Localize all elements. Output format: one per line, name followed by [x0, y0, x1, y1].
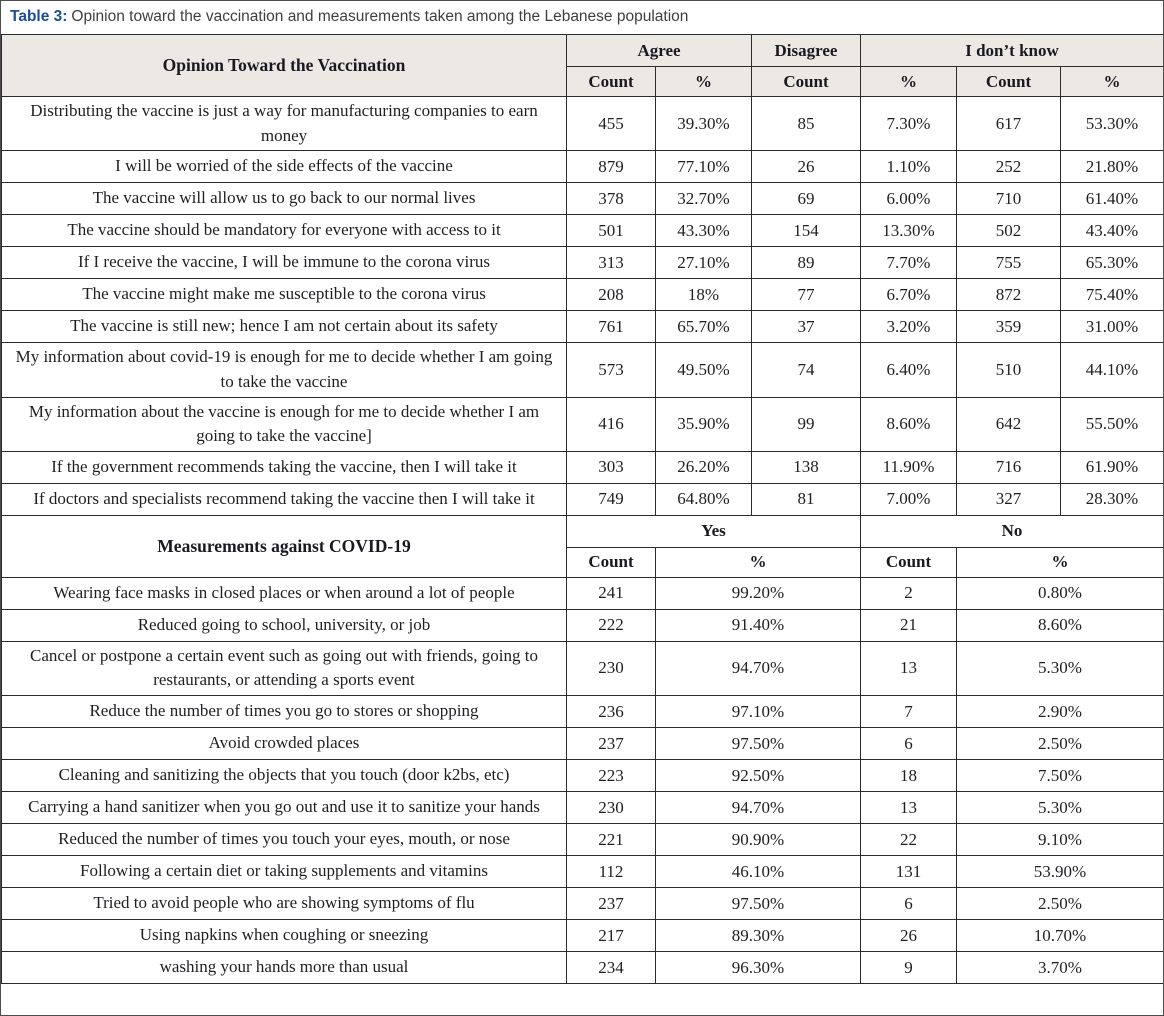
measurement-value: 13	[861, 792, 957, 824]
opinion-value: 89	[752, 247, 861, 279]
measurement-value: 94.70%	[656, 641, 861, 695]
measurement-row	[2, 920, 1164, 952]
opinion-value: 455	[567, 97, 656, 151]
opinion-value: 7.30%	[861, 97, 957, 151]
opinion-value: 6.70%	[861, 279, 957, 311]
opinion-value: 510	[957, 343, 1061, 397]
measurement-value: 89.30%	[656, 920, 861, 952]
opinion-value: 1.10%	[861, 151, 957, 183]
agree-percent-header: %	[656, 67, 752, 97]
opinion-value: 872	[957, 279, 1061, 311]
opinion-value: 313	[567, 247, 656, 279]
opinion-value: 11.90%	[861, 451, 957, 483]
measurement-label: Reduce the number of times you go to stores or shopping	[2, 696, 567, 728]
measurement-value: 241	[567, 577, 656, 609]
measurement-row	[2, 760, 1164, 792]
measurement-value: 7.50%	[957, 760, 1164, 792]
dont-know-group-header: I don’t know	[861, 35, 1164, 67]
measurement-label: Reduced the number of times you touch your eyes, mouth, or nose	[2, 824, 567, 856]
opinion-value: 61.40%	[1061, 183, 1164, 215]
measurement-label: Wearing face masks in closed places or when around a lot of people	[2, 577, 567, 609]
opinion-label: My information about covid-19 is enough for me to decide whether I am going to take the vaccine	[2, 343, 567, 397]
measurement-value: 6	[861, 728, 957, 760]
opinion-header-row	[2, 35, 1164, 67]
opinion-value: 77	[752, 279, 861, 311]
measurement-value: 22	[861, 824, 957, 856]
opinion-label: The vaccine might make me susceptible to the corona virus	[2, 279, 567, 311]
measurement-value: 7	[861, 696, 957, 728]
measurement-value: 8.60%	[957, 609, 1164, 641]
agree-group-header: Agree	[567, 35, 752, 67]
measurement-value: 2	[861, 577, 957, 609]
opinion-row	[2, 279, 1164, 311]
measurements-header-row	[2, 515, 1164, 547]
measurement-value: 97.10%	[656, 696, 861, 728]
opinion-value: 6.00%	[861, 183, 957, 215]
measurement-label: Tried to avoid people who are showing symptoms of flu	[2, 888, 567, 920]
opinion-label: My information about the vaccine is enough for me to decide whether I am going to take the vaccine]	[2, 397, 567, 451]
yes-group-header: Yes	[567, 515, 861, 547]
opinion-value: 61.90%	[1061, 451, 1164, 483]
opinion-row	[2, 215, 1164, 247]
measurement-value: 97.50%	[656, 728, 861, 760]
opinion-value: 55.50%	[1061, 397, 1164, 451]
opinion-value: 502	[957, 215, 1061, 247]
opinion-value: 327	[957, 483, 1061, 515]
measurement-value: 2.50%	[957, 888, 1164, 920]
opinion-rows	[2, 97, 1164, 516]
measurement-value: 0.80%	[957, 577, 1164, 609]
measurement-row	[2, 888, 1164, 920]
opinion-value: 6.40%	[861, 343, 957, 397]
dont-know-percent-header: %	[1061, 67, 1164, 97]
opinion-value: 26	[752, 151, 861, 183]
opinion-value: 138	[752, 451, 861, 483]
opinion-value: 716	[957, 451, 1061, 483]
measurement-label: washing your hands more than usual	[2, 952, 567, 984]
agree-count-header: Count	[567, 67, 656, 97]
opinion-row	[2, 151, 1164, 183]
measurement-value: 2.90%	[957, 696, 1164, 728]
measurement-value: 3.70%	[957, 952, 1164, 984]
opinion-value: 26.20%	[656, 451, 752, 483]
opinion-value: 39.30%	[656, 97, 752, 151]
measurement-value: 5.30%	[957, 792, 1164, 824]
opinion-value: 749	[567, 483, 656, 515]
measurements-rows	[2, 577, 1164, 983]
opinion-value: 32.70%	[656, 183, 752, 215]
opinion-value: 879	[567, 151, 656, 183]
opinion-row	[2, 247, 1164, 279]
opinion-value: 617	[957, 97, 1061, 151]
measurement-value: 97.50%	[656, 888, 861, 920]
measurements-section-header: Measurements against COVID-19	[2, 515, 567, 577]
measurement-label: Carrying a hand sanitizer when you go out and use it to sanitize your hands	[2, 792, 567, 824]
measurement-row	[2, 856, 1164, 888]
opinion-value: 21.80%	[1061, 151, 1164, 183]
measurement-value: 90.90%	[656, 824, 861, 856]
opinion-value: 28.30%	[1061, 483, 1164, 515]
opinion-value: 49.50%	[656, 343, 752, 397]
no-group-header: No	[861, 515, 1164, 547]
measurement-value: 217	[567, 920, 656, 952]
opinion-value: 208	[567, 279, 656, 311]
opinion-label: The vaccine should be mandatory for everyone with access to it	[2, 215, 567, 247]
opinion-value: 378	[567, 183, 656, 215]
measurement-value: 230	[567, 792, 656, 824]
opinion-value: 710	[957, 183, 1061, 215]
opinion-value: 416	[567, 397, 656, 451]
opinion-label: If the government recommends taking the vaccine, then I will take it	[2, 451, 567, 483]
measurement-value: 221	[567, 824, 656, 856]
opinion-value: 27.10%	[656, 247, 752, 279]
disagree-percent-header: %	[861, 67, 957, 97]
opinion-row	[2, 397, 1164, 451]
opinion-value: 37	[752, 311, 861, 343]
measurement-value: 236	[567, 696, 656, 728]
opinion-value: 303	[567, 451, 656, 483]
measurement-value: 223	[567, 760, 656, 792]
measurement-value: 94.70%	[656, 792, 861, 824]
opinion-value: 7.00%	[861, 483, 957, 515]
measurement-value: 9	[861, 952, 957, 984]
opinion-row	[2, 97, 1164, 151]
measurement-value: 2.50%	[957, 728, 1164, 760]
measurement-row	[2, 696, 1164, 728]
measurement-value: 46.10%	[656, 856, 861, 888]
table-caption	[1, 1, 1163, 34]
no-percent-header: %	[957, 547, 1164, 577]
measurement-value: 5.30%	[957, 641, 1164, 695]
opinion-row	[2, 183, 1164, 215]
opinion-value: 74	[752, 343, 861, 397]
opinion-row	[2, 343, 1164, 397]
yes-count-header: Count	[567, 547, 656, 577]
opinion-row	[2, 451, 1164, 483]
measurement-value: 18	[861, 760, 957, 792]
opinion-value: 35.90%	[656, 397, 752, 451]
disagree-group-header: Disagree	[752, 35, 861, 67]
opinion-label: If doctors and specialists recommend taking the vaccine then I will take it	[2, 483, 567, 515]
opinion-value: 642	[957, 397, 1061, 451]
opinion-section-header: Opinion Toward the Vaccination	[2, 35, 567, 97]
dont-know-count-header: Count	[957, 67, 1061, 97]
opinion-value: 18%	[656, 279, 752, 311]
data-table	[1, 34, 1164, 984]
opinion-row	[2, 483, 1164, 515]
measurement-label: Using napkins when coughing or sneezing	[2, 920, 567, 952]
measurement-label: Cancel or postpone a certain event such as going out with friends, going to restaurants, or attending a sports event	[2, 641, 567, 695]
measurement-row	[2, 641, 1164, 695]
opinion-value: 359	[957, 311, 1061, 343]
opinion-value: 43.30%	[656, 215, 752, 247]
opinion-label: The vaccine will allow us to go back to our normal lives	[2, 183, 567, 215]
opinion-value: 3.20%	[861, 311, 957, 343]
opinion-value: 64.80%	[656, 483, 752, 515]
measurement-value: 99.20%	[656, 577, 861, 609]
measurement-row	[2, 728, 1164, 760]
measurement-value: 112	[567, 856, 656, 888]
opinion-value: 154	[752, 215, 861, 247]
measurement-value: 13	[861, 641, 957, 695]
opinion-label: Distributing the vaccine is just a way for manufacturing companies to earn money	[2, 97, 567, 151]
opinion-value: 501	[567, 215, 656, 247]
opinion-value: 85	[752, 97, 861, 151]
measurement-row	[2, 577, 1164, 609]
measurement-value: 21	[861, 609, 957, 641]
table-title-text: Opinion toward the vaccination and measurements taken among the Lebanese population	[71, 8, 689, 25]
measurement-value: 230	[567, 641, 656, 695]
opinion-value: 31.00%	[1061, 311, 1164, 343]
opinion-value: 573	[567, 343, 656, 397]
measurement-value: 6	[861, 888, 957, 920]
opinion-value: 65.70%	[656, 311, 752, 343]
measurement-value: 53.90%	[957, 856, 1164, 888]
measurement-value: 10.70%	[957, 920, 1164, 952]
opinion-value: 7.70%	[861, 247, 957, 279]
measurement-value: 234	[567, 952, 656, 984]
opinion-value: 8.60%	[861, 397, 957, 451]
opinion-value: 65.30%	[1061, 247, 1164, 279]
measurement-value: 222	[567, 609, 656, 641]
opinion-value: 13.30%	[861, 215, 957, 247]
measurement-label: Reduced going to school, university, or job	[2, 609, 567, 641]
measurement-value: 237	[567, 888, 656, 920]
measurement-label: Cleaning and sanitizing the objects that you touch (door k2bs, etc)	[2, 760, 567, 792]
measurement-value: 9.10%	[957, 824, 1164, 856]
opinion-value: 75.40%	[1061, 279, 1164, 311]
opinion-value: 53.30%	[1061, 97, 1164, 151]
opinion-label: I will be worried of the side effects of the vaccine	[2, 151, 567, 183]
measurement-label: Avoid crowded places	[2, 728, 567, 760]
disagree-count-header: Count	[752, 67, 861, 97]
measurement-row	[2, 792, 1164, 824]
opinion-value: 77.10%	[656, 151, 752, 183]
table-number: Table 3:	[10, 8, 68, 25]
opinion-value: 44.10%	[1061, 343, 1164, 397]
measurement-row	[2, 609, 1164, 641]
measurement-row	[2, 952, 1164, 984]
opinion-label: The vaccine is still new; hence I am not certain about its safety	[2, 311, 567, 343]
opinion-value: 252	[957, 151, 1061, 183]
measurement-value: 92.50%	[656, 760, 861, 792]
opinion-value: 99	[752, 397, 861, 451]
opinion-label: If I receive the vaccine, I will be immune to the corona virus	[2, 247, 567, 279]
opinion-value: 761	[567, 311, 656, 343]
opinion-value: 43.40%	[1061, 215, 1164, 247]
measurement-value: 237	[567, 728, 656, 760]
opinion-value: 69	[752, 183, 861, 215]
opinion-value: 755	[957, 247, 1061, 279]
measurement-value: 91.40%	[656, 609, 861, 641]
no-count-header: Count	[861, 547, 957, 577]
opinion-value: 81	[752, 483, 861, 515]
measurement-label: Following a certain diet or taking supplements and vitamins	[2, 856, 567, 888]
measurement-value: 26	[861, 920, 957, 952]
yes-percent-header: %	[656, 547, 861, 577]
measurement-row	[2, 824, 1164, 856]
measurement-value: 131	[861, 856, 957, 888]
measurement-value: 96.30%	[656, 952, 861, 984]
opinion-row	[2, 311, 1164, 343]
